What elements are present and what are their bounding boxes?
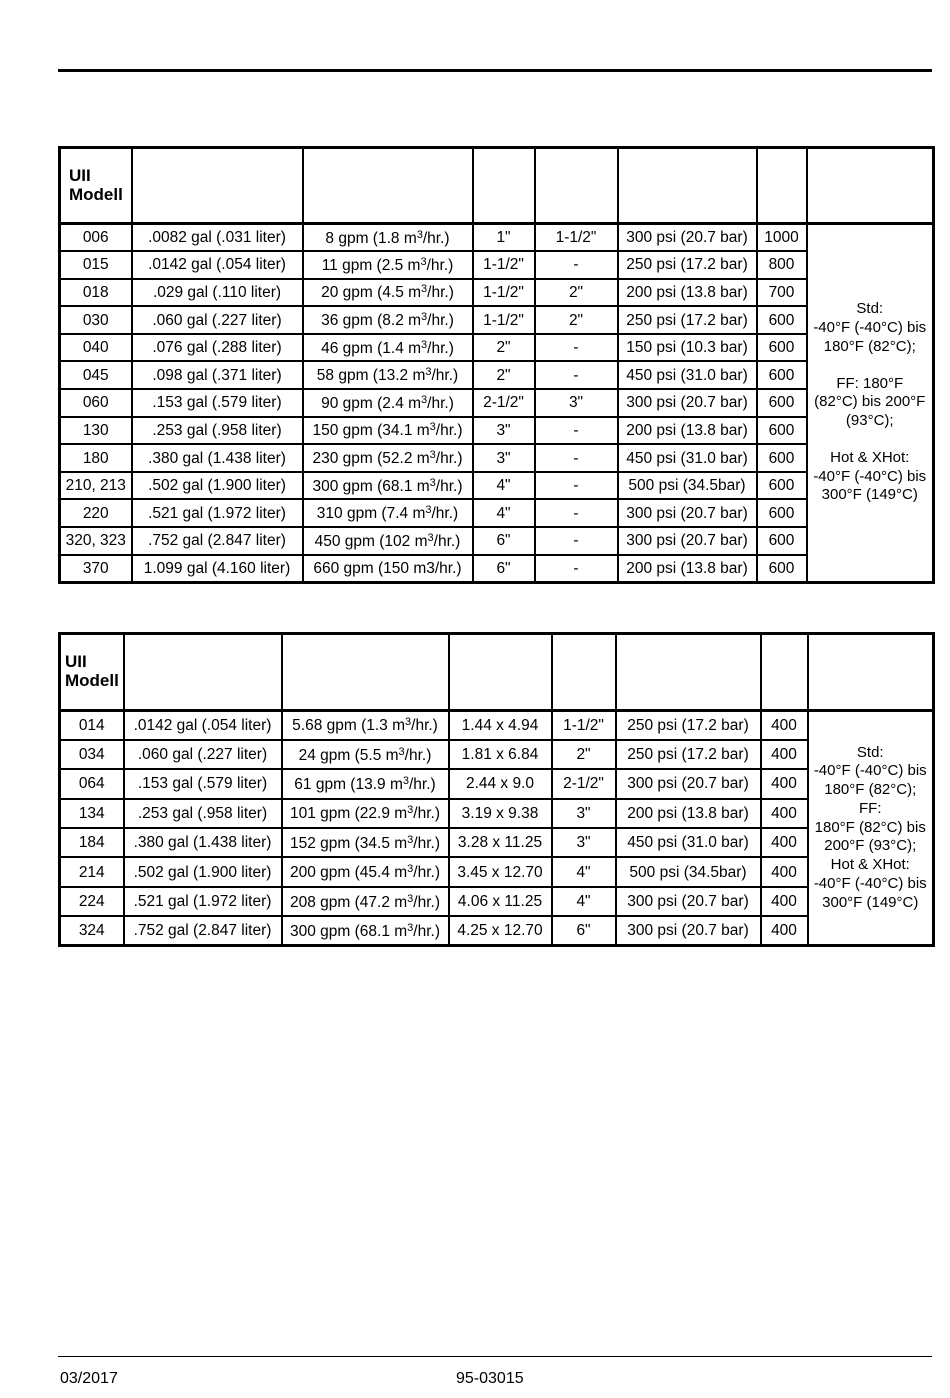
connection-alt-cell: 2"	[535, 279, 618, 307]
cubic-superscript: 3	[420, 255, 427, 268]
flow-rate-unit: /hr.)	[427, 312, 454, 330]
speed-cell: 600	[757, 499, 807, 527]
flow-rate-cell	[303, 527, 473, 555]
pressure-cell: 300 psi (20.7 bar)	[618, 527, 757, 555]
flow-rate-cell	[303, 334, 473, 362]
flow-rate-text: 90 gpm (2.4 m	[321, 394, 422, 412]
flow-rate-text: 230 gpm (52.2 m	[312, 450, 430, 468]
volume-cell: .752 gal (2.847 liter)	[124, 916, 282, 945]
model-column-header: UII Modell	[60, 148, 132, 224]
dimensions-cell: 4.06 x 11.25	[449, 887, 552, 916]
pressure-cell: 250 psi (17.2 bar)	[618, 251, 757, 279]
flow-rate-cell	[282, 711, 449, 740]
model-cell: 064	[60, 769, 124, 798]
dimensions-cell: 4.25 x 12.70	[449, 916, 552, 945]
connection-alt-cell: -	[535, 444, 618, 472]
volume-cell: .029 gal (.110 liter)	[132, 279, 303, 307]
pressure-cell: 250 psi (17.2 bar)	[616, 740, 761, 769]
speed-cell: 400	[761, 740, 808, 769]
table-header-row	[60, 148, 934, 224]
flow-rate-text: 5.68 gpm (1.3 m	[292, 717, 406, 735]
connection-cell: 4"	[473, 499, 535, 527]
connection-alt-cell: 1-1/2"	[535, 224, 618, 252]
header-cell	[757, 148, 807, 224]
connection-cell: 1-1/2"	[473, 251, 535, 279]
table-row	[60, 389, 934, 417]
cubic-superscript: 3	[421, 311, 428, 324]
table-row	[60, 828, 934, 857]
flow-rate-unit: /hr.)	[413, 864, 440, 882]
flow-rate-text: 200 gpm (45.4 m	[289, 864, 408, 882]
flow-rate-unit: /hr.)	[411, 717, 438, 735]
table-row	[60, 857, 934, 886]
flow-rate-text: 300 gpm (68.1 m	[289, 922, 408, 940]
connection-alt-cell: -	[535, 499, 618, 527]
model-cell: 320, 323	[60, 527, 132, 555]
pressure-cell: 300 psi (20.7 bar)	[618, 499, 757, 527]
flow-rate-cell	[282, 799, 449, 828]
flow-rate-cell	[282, 740, 449, 769]
flow-rate-text: 300 gpm (68.1 m	[312, 477, 430, 495]
specifications-table-2	[58, 632, 935, 947]
volume-cell: .253 gal (.958 liter)	[132, 417, 303, 445]
volume-cell: .076 gal (.288 liter)	[132, 334, 303, 362]
volume-cell: .502 gal (1.900 liter)	[132, 472, 303, 500]
volume-cell: 1.099 gal (4.160 liter)	[132, 555, 303, 583]
pressure-cell: 300 psi (20.7 bar)	[616, 887, 761, 916]
table-row	[60, 555, 934, 583]
flow-rate-unit: /hr.)	[413, 805, 440, 823]
temperature-line: 180°F (82°C);	[823, 337, 916, 355]
model-cell: 210, 213	[60, 472, 132, 500]
dimensions-cell: 3.19 x 9.38	[449, 799, 552, 828]
header-cell	[449, 634, 552, 711]
table-row	[60, 224, 934, 252]
speed-cell: 1000	[757, 224, 807, 252]
flow-rate-text: 36 gpm (8.2 m	[321, 312, 422, 330]
cubic-superscript: 3	[407, 921, 414, 934]
port-cell: 2"	[552, 740, 616, 769]
pressure-cell: 250 psi (17.2 bar)	[616, 711, 761, 740]
header-rule	[58, 69, 932, 72]
flow-rate-text: 61 gpm (13.9 m	[294, 775, 403, 793]
flow-rate-unit: /hr.)	[431, 367, 459, 385]
cubic-superscript: 3	[425, 366, 432, 379]
pressure-cell: 200 psi (13.8 bar)	[618, 279, 757, 307]
footer-document-number: 95-03015	[456, 1370, 524, 1387]
flow-rate-unit: /hr.)	[413, 834, 440, 852]
pressure-cell: 300 psi (20.7 bar)	[618, 224, 757, 252]
volume-cell: .502 gal (1.900 liter)	[124, 857, 282, 886]
flow-rate-unit: /hr.)	[427, 339, 454, 357]
flow-rate-cell	[282, 916, 449, 945]
volume-cell: .380 gal (1.438 liter)	[124, 828, 282, 857]
speed-cell: 400	[761, 857, 808, 886]
flow-rate-unit: /hr.)	[433, 532, 461, 550]
flow-rate-cell	[303, 361, 473, 389]
volume-cell: .0142 gal (.054 liter)	[124, 711, 282, 740]
flow-rate-cell	[303, 472, 473, 500]
table-row	[60, 279, 934, 307]
volume-cell: .752 gal (2.847 liter)	[132, 527, 303, 555]
header-cell	[535, 148, 618, 224]
header-cell	[124, 634, 282, 711]
header-cell	[552, 634, 616, 711]
flow-rate-unit: /hr.)	[435, 477, 463, 495]
volume-cell: .521 gal (1.972 liter)	[132, 499, 303, 527]
flow-rate-unit: /hr.)	[404, 746, 432, 764]
volume-cell: .0082 gal (.031 liter)	[132, 224, 303, 252]
model-cell: 224	[60, 887, 124, 916]
connection-cell: 3"	[473, 417, 535, 445]
pressure-cell: 150 psi (10.3 bar)	[618, 334, 757, 362]
pressure-cell: 200 psi (13.8 bar)	[616, 799, 761, 828]
header-cell	[618, 148, 757, 224]
table-row	[60, 740, 934, 769]
port-cell: 4"	[552, 887, 616, 916]
cubic-superscript: 3	[421, 283, 428, 296]
model-cell: 134	[60, 799, 124, 828]
flow-rate-cell	[303, 444, 473, 472]
connection-alt-cell: 3"	[535, 389, 618, 417]
flow-rate-text: 208 gpm (47.2 m	[289, 893, 408, 911]
connection-cell: 2"	[473, 361, 535, 389]
table-row	[60, 527, 934, 555]
connection-cell: 3"	[473, 444, 535, 472]
volume-cell: .0142 gal (.054 liter)	[132, 251, 303, 279]
speed-cell: 600	[757, 389, 807, 417]
flow-rate-text: 58 gpm (13.2 m	[316, 367, 426, 385]
cubic-superscript: 3	[425, 504, 432, 517]
table-row	[60, 799, 934, 828]
connection-alt-cell: -	[535, 361, 618, 389]
temperature-line: Std:	[856, 743, 884, 761]
temperature-line: (82°C) bis 200°F	[814, 393, 926, 411]
flow-rate-text: 20 gpm (4.5 m	[321, 284, 422, 302]
model-cell: 220	[60, 499, 132, 527]
temperature-line: (93°C);	[845, 412, 894, 430]
pressure-cell: 500 psi (34.5bar)	[618, 472, 757, 500]
port-cell: 3"	[552, 799, 616, 828]
table-row	[60, 499, 934, 527]
flow-rate-unit: /hr.)	[435, 450, 463, 468]
temperature-line: 300°F (149°C)	[821, 486, 918, 504]
table-row	[60, 334, 934, 362]
cubic-superscript: 3	[429, 476, 436, 489]
model-cell: 060	[60, 389, 132, 417]
table-row	[60, 444, 934, 472]
volume-cell: .060 gal (.227 liter)	[132, 306, 303, 334]
flow-rate-cell	[303, 417, 473, 445]
temperature-line: 180°F (82°C) bis	[814, 818, 926, 836]
cubic-superscript: 3	[416, 228, 423, 241]
connection-cell: 2-1/2"	[473, 389, 535, 417]
flow-rate-unit: /hr.)	[413, 922, 440, 940]
flow-rate-cell	[303, 389, 473, 417]
flow-rate-cell	[303, 499, 473, 527]
pressure-cell: 300 psi (20.7 bar)	[616, 769, 761, 798]
flow-rate-text: 150 gpm (34.1 m	[312, 422, 430, 440]
table-row	[60, 887, 934, 916]
model-cell: 034	[60, 740, 124, 769]
footer-date: 03/2017	[60, 1370, 118, 1387]
speed-cell: 400	[761, 916, 808, 945]
pressure-cell: 200 psi (13.8 bar)	[618, 555, 757, 583]
cubic-superscript: 3	[398, 745, 405, 758]
speed-cell: 600	[757, 361, 807, 389]
flow-rate-unit: /hr.)	[427, 284, 454, 302]
port-cell: 2-1/2"	[552, 769, 616, 798]
flow-rate-cell	[282, 857, 449, 886]
temperature-line: -40°F (-40°C) bis	[813, 874, 927, 892]
cubic-superscript: 3	[407, 804, 414, 817]
temperature-range-cell	[807, 224, 934, 583]
speed-cell: 400	[761, 887, 808, 916]
cubic-superscript: 3	[407, 863, 414, 876]
temperature-line: 300°F (149°C)	[822, 893, 919, 911]
spacer	[810, 357, 931, 375]
connection-cell: 6"	[473, 555, 535, 583]
temperature-line: -40°F (-40°C) bis	[813, 467, 927, 485]
flow-rate-unit: /hr.)	[431, 505, 459, 523]
flow-rate-text: 152 gpm (34.5 m	[289, 834, 408, 852]
speed-cell: 600	[757, 527, 807, 555]
volume-cell: .380 gal (1.438 liter)	[132, 444, 303, 472]
model-column-header: UII Modell	[60, 634, 124, 711]
flow-rate-cell	[282, 828, 449, 857]
header-cell	[808, 634, 934, 711]
model-cell: 018	[60, 279, 132, 307]
table-row	[60, 251, 934, 279]
model-cell: 040	[60, 334, 132, 362]
flow-rate-cell	[282, 887, 449, 916]
speed-cell: 600	[757, 334, 807, 362]
connection-alt-cell: 2"	[535, 306, 618, 334]
temperature-line: -40°F (-40°C) bis	[813, 762, 927, 780]
temperature-line: 200°F (93°C);	[824, 837, 917, 855]
header-cell	[473, 148, 535, 224]
connection-alt-cell: -	[535, 417, 618, 445]
flow-rate-text: 24 gpm (5.5 m	[298, 746, 399, 764]
temperature-line: -40°F (-40°C) bis	[813, 319, 927, 337]
model-cell: 130	[60, 417, 132, 445]
flow-rate-text: 660 gpm (150 m3/hr.)	[313, 559, 462, 577]
port-cell: 3"	[552, 828, 616, 857]
connection-cell: 1-1/2"	[473, 279, 535, 307]
volume-cell: .153 gal (.579 liter)	[132, 389, 303, 417]
volume-cell: .060 gal (.227 liter)	[124, 740, 282, 769]
flow-rate-cell	[282, 769, 449, 798]
cubic-superscript: 3	[421, 338, 428, 351]
model-cell: 184	[60, 828, 124, 857]
cubic-superscript: 3	[407, 833, 414, 846]
flow-rate-text: 101 gpm (22.9 m	[289, 805, 408, 823]
header-cell	[807, 148, 934, 224]
flow-rate-unit: /hr.)	[435, 422, 463, 440]
header-cell	[132, 148, 303, 224]
speed-cell: 800	[757, 251, 807, 279]
temperature-range-cell	[808, 711, 934, 946]
port-cell: 1-1/2"	[552, 711, 616, 740]
header-cell	[303, 148, 473, 224]
model-cell: 214	[60, 857, 124, 886]
connection-cell: 4"	[473, 472, 535, 500]
header-cell	[282, 634, 449, 711]
table-row	[60, 472, 934, 500]
model-cell: 006	[60, 224, 132, 252]
temperature-line: Hot & XHot:	[830, 448, 910, 466]
port-cell: 6"	[552, 916, 616, 945]
header-cell	[761, 634, 808, 711]
cubic-superscript: 3	[427, 531, 434, 544]
connection-cell: 6"	[473, 527, 535, 555]
table-row	[60, 711, 934, 740]
model-cell: 030	[60, 306, 132, 334]
volume-cell: .253 gal (.958 liter)	[124, 799, 282, 828]
connection-cell: 1"	[473, 224, 535, 252]
dimensions-cell: 2.44 x 9.0	[449, 769, 552, 798]
flow-rate-unit: /hr.)	[426, 256, 454, 274]
speed-cell: 400	[761, 799, 808, 828]
speed-cell: 600	[757, 444, 807, 472]
pressure-cell: 450 psi (31.0 bar)	[618, 361, 757, 389]
cubic-superscript: 3	[429, 421, 436, 434]
flow-rate-unit: /hr.)	[413, 893, 440, 911]
connection-cell: 2"	[473, 334, 535, 362]
spacer	[810, 431, 931, 449]
dimensions-cell: 3.45 x 12.70	[449, 857, 552, 886]
pressure-cell: 250 psi (17.2 bar)	[618, 306, 757, 334]
table-row	[60, 306, 934, 334]
model-cell: 015	[60, 251, 132, 279]
flow-rate-cell	[303, 555, 473, 583]
dimensions-cell: 3.28 x 11.25	[449, 828, 552, 857]
cubic-superscript: 3	[421, 393, 428, 406]
speed-cell: 400	[761, 769, 808, 798]
speed-cell: 600	[757, 472, 807, 500]
connection-alt-cell: -	[535, 472, 618, 500]
table-row	[60, 361, 934, 389]
speed-cell: 400	[761, 711, 808, 740]
temperature-line: 180°F (82°C);	[824, 781, 917, 799]
flow-rate-cell	[303, 224, 473, 252]
temperature-line: FF:	[859, 799, 882, 817]
table-row	[60, 769, 934, 798]
flow-rate-text: 11 gpm (2.5 m	[321, 256, 421, 274]
flow-rate-cell	[303, 306, 473, 334]
pressure-cell: 300 psi (20.7 bar)	[618, 389, 757, 417]
dimensions-cell: 1.81 x 6.84	[449, 740, 552, 769]
speed-cell: 700	[757, 279, 807, 307]
speed-cell: 600	[757, 417, 807, 445]
pressure-cell: 300 psi (20.7 bar)	[616, 916, 761, 945]
volume-cell: .098 gal (.371 liter)	[132, 361, 303, 389]
flow-rate-unit: /hr.)	[422, 229, 450, 247]
flow-rate-text: 8 gpm (1.8 m	[325, 229, 417, 247]
flow-rate-cell	[303, 279, 473, 307]
connection-cell: 1-1/2"	[473, 306, 535, 334]
flow-rate-text: 450 gpm (102 m	[314, 532, 428, 550]
temperature-line: Hot & XHot:	[830, 856, 910, 874]
volume-cell: .521 gal (1.972 liter)	[124, 887, 282, 916]
model-cell: 180	[60, 444, 132, 472]
cubic-superscript: 3	[402, 774, 409, 787]
connection-alt-cell: -	[535, 334, 618, 362]
connection-alt-cell: -	[535, 251, 618, 279]
cubic-superscript: 3	[405, 716, 412, 729]
speed-cell: 600	[757, 306, 807, 334]
volume-cell: .153 gal (.579 liter)	[124, 769, 282, 798]
table-header-row	[60, 634, 934, 711]
header-cell	[616, 634, 761, 711]
port-cell: 4"	[552, 857, 616, 886]
cubic-superscript: 3	[407, 892, 414, 905]
pressure-cell: 450 psi (31.0 bar)	[616, 828, 761, 857]
pressure-cell: 200 psi (13.8 bar)	[618, 417, 757, 445]
temperature-line: FF: 180°F	[836, 374, 904, 392]
dimensions-cell: 1.44 x 4.94	[449, 711, 552, 740]
flow-rate-cell	[303, 251, 473, 279]
flow-rate-unit: /hr.)	[427, 394, 454, 412]
flow-rate-unit: /hr.)	[408, 775, 436, 793]
cubic-superscript: 3	[429, 449, 436, 462]
speed-cell: 400	[761, 828, 808, 857]
connection-alt-cell: -	[535, 555, 618, 583]
specifications-table-1	[58, 146, 935, 584]
table-row	[60, 916, 934, 945]
pressure-cell: 450 psi (31.0 bar)	[618, 444, 757, 472]
table-row	[60, 417, 934, 445]
model-cell: 045	[60, 361, 132, 389]
temperature-line: Std:	[856, 300, 884, 318]
flow-rate-text: 46 gpm (1.4 m	[321, 339, 422, 357]
speed-cell: 600	[757, 555, 807, 583]
model-cell: 324	[60, 916, 124, 945]
flow-rate-text: 310 gpm (7.4 m	[316, 505, 426, 523]
footer-rule	[58, 1356, 932, 1357]
model-cell: 370	[60, 555, 132, 583]
connection-alt-cell: -	[535, 527, 618, 555]
pressure-cell: 500 psi (34.5bar)	[616, 857, 761, 886]
model-cell: 014	[60, 711, 124, 740]
